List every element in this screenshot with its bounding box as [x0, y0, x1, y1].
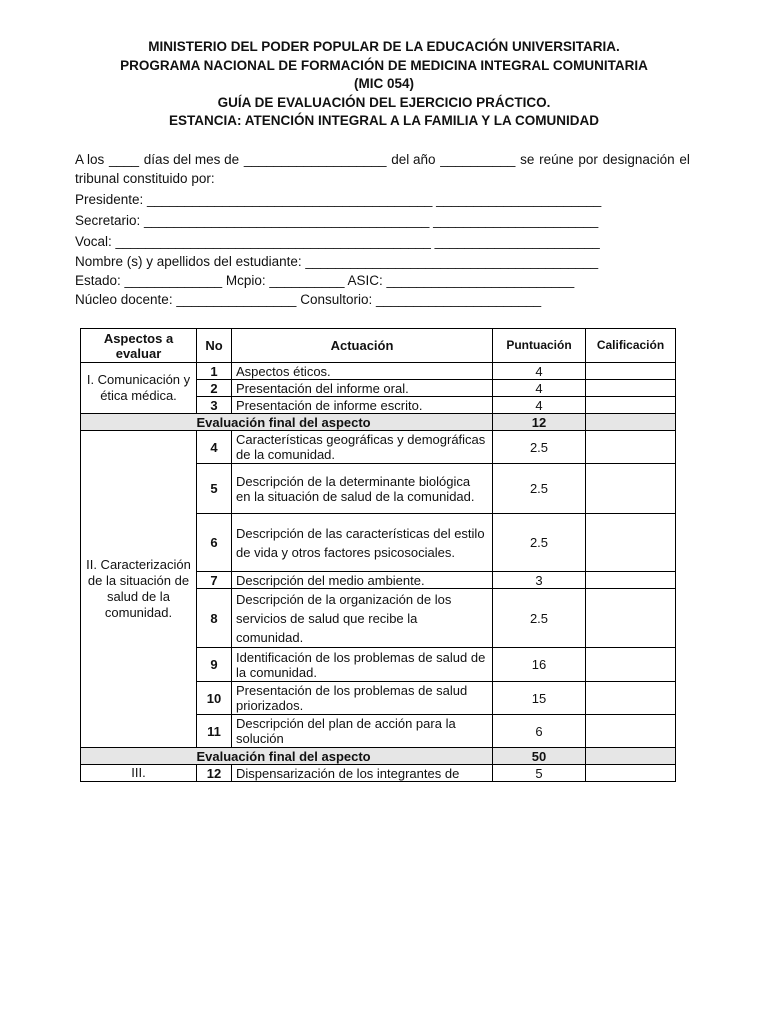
row-number: 8 [197, 589, 232, 648]
intro-word: el [679, 152, 690, 167]
table-header-row [81, 329, 676, 363]
aspect-1: I. Comunicación y ética médica. [81, 363, 197, 414]
row-calificacion [586, 514, 676, 572]
aspect-3: III. [81, 765, 197, 782]
row-puntuacion: 2.5 [493, 464, 586, 514]
secretario-field: Secretario: ______________________________________ ______________________ [75, 213, 599, 228]
row-actuacion: Descripción de la determinante biológica en la situación de salud de la comunidad. [232, 464, 493, 514]
row-number: 4 [197, 431, 232, 464]
row-puntuacion: 6 [493, 715, 586, 748]
row-number: 10 [197, 682, 232, 715]
intro-word: del año [391, 152, 436, 167]
final-spacer [81, 748, 197, 765]
intro-word: se [520, 152, 535, 167]
row-calificacion [586, 431, 676, 464]
header-ministry: MINISTERIO DEL PODER POPULAR DE LA EDUCACIÓN UNIVERSITARIA. [148, 39, 620, 54]
evaluation-table [80, 328, 676, 782]
row-number: 1 [197, 363, 232, 380]
row-number: 11 [197, 715, 232, 748]
aspect-2: II. Caracterización de la situación de salud de la comunidad. [81, 431, 197, 748]
table-row [81, 765, 676, 782]
vocal-field: Vocal: __________________________________________ ______________________ [75, 234, 600, 249]
presidente-field: Presidente: ______________________________________ ______________________ [75, 192, 602, 207]
row-calificacion [586, 397, 676, 414]
row-puntuacion: 2.5 [493, 514, 586, 572]
final-label: Evaluación final del aspecto [197, 414, 493, 431]
table-row [81, 431, 676, 464]
row-puntuacion: 2.5 [493, 589, 586, 648]
row-puntuacion: 3 [493, 572, 586, 589]
aspect-2-final-row [81, 748, 676, 765]
final-puntuacion: 50 [493, 748, 586, 765]
row-calificacion [586, 380, 676, 397]
row-puntuacion: 4 [493, 380, 586, 397]
table-row [81, 363, 676, 380]
row-calificacion [586, 589, 676, 648]
row-actuacion: Características geográficas y demográficas de la comunidad. [232, 431, 493, 464]
intro-word: A los [75, 152, 105, 167]
row-actuacion: Descripción de las características del estilo de vida y otros factores psicosociales. [232, 514, 493, 572]
row-calificacion [586, 464, 676, 514]
row-puntuacion: 16 [493, 648, 586, 682]
aspect-1-final-row [81, 414, 676, 431]
row-actuacion: Descripción de la organización de los servicios de salud que recibe la comunidad. [232, 589, 493, 648]
row-actuacion: Presentación de los problemas de salud priorizados. [232, 682, 493, 715]
row-actuacion: Presentación del informe oral. [232, 380, 493, 397]
document-header [0, 38, 768, 131]
row-calificacion [586, 765, 676, 782]
row-calificacion [586, 572, 676, 589]
header-calificacion: Calificación [586, 329, 676, 363]
final-spacer [81, 414, 197, 431]
row-number: 3 [197, 397, 232, 414]
row-number: 12 [197, 765, 232, 782]
header-guide-title: GUÍA DE EVALUACIÓN DEL EJERCICIO PRÁCTICO. [217, 94, 551, 110]
intro-word: días del mes de [143, 152, 240, 167]
year-blank: __________ [440, 152, 516, 167]
row-puntuacion: 2.5 [493, 431, 586, 464]
final-calificacion [586, 748, 676, 765]
row-actuacion: Aspectos éticos. [232, 363, 493, 380]
row-puntuacion: 15 [493, 682, 586, 715]
header-no: No [197, 329, 232, 363]
row-number: 7 [197, 572, 232, 589]
row-number: 6 [197, 514, 232, 572]
intro-line [75, 151, 690, 169]
month-blank: ___________________ [243, 152, 387, 167]
row-actuacion: Identificación de los problemas de salud de la comunidad. [232, 648, 493, 682]
row-calificacion [586, 682, 676, 715]
row-number: 5 [197, 464, 232, 514]
row-calificacion [586, 648, 676, 682]
intro-word: reúne [539, 152, 574, 167]
row-puntuacion: 4 [493, 363, 586, 380]
row-puntuacion: 4 [493, 397, 586, 414]
row-number: 9 [197, 648, 232, 682]
row-actuacion: Descripción del medio ambiente. [232, 572, 493, 589]
header-code: (MIC 054) [353, 76, 414, 91]
final-puntuacion: 12 [493, 414, 586, 431]
header-puntuacion: Puntuación [493, 329, 586, 363]
row-actuacion: Dispensarización de los integrantes de [232, 765, 493, 782]
row-number: 2 [197, 380, 232, 397]
row-actuacion: Descripción del plan de acción para la solución [232, 715, 493, 748]
final-calificacion [586, 414, 676, 431]
header-actuacion: Actuación [232, 329, 493, 363]
row-calificacion [586, 363, 676, 380]
intro-line-2: tribunal constituido por: [75, 171, 215, 186]
row-actuacion: Presentación de informe escrito. [232, 397, 493, 414]
header-aspectos: Aspectos a evaluar [81, 329, 197, 363]
nucleo-field: Núcleo docente: ________________ Consultorio: ______________________ [75, 292, 542, 307]
estado-field: Estado: _____________ Mcpio: __________ ASIC: _________________________ [75, 273, 575, 288]
student-name-field: Nombre (s) y apellidos del estudiante: _______________________________________ [75, 254, 599, 269]
row-calificacion [586, 715, 676, 748]
intro-word: por [578, 152, 598, 167]
row-puntuacion: 5 [493, 765, 586, 782]
day-blank: ____ [109, 152, 140, 167]
header-program: PROGRAMA NACIONAL DE FORMACIÓN DE MEDICINA INTEGRAL COMUNITARIA [120, 57, 648, 73]
header-stance: ESTANCIA: ATENCIÓN INTEGRAL A LA FAMILIA Y LA COMUNIDAD [169, 113, 599, 128]
final-label: Evaluación final del aspecto [197, 748, 493, 765]
intro-word: designación [602, 152, 675, 167]
